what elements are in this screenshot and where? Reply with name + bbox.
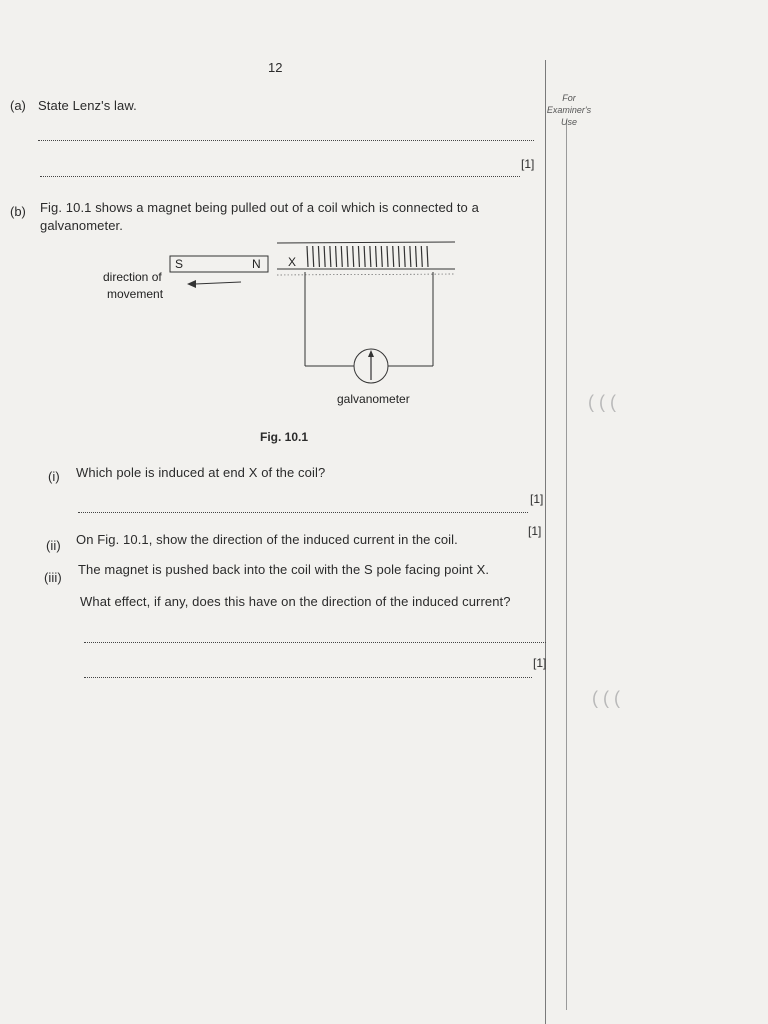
coil-winding <box>341 246 342 267</box>
examiner-line-3: Use <box>560 117 577 127</box>
coil-winding <box>416 246 417 267</box>
sub-iii-question-line-1: The magnet is pushed back into the coil with the S pole facing point X. <box>78 562 490 577</box>
answer-line-i[interactable] <box>78 512 528 513</box>
part-a-label: (a) <box>10 98 26 113</box>
scan-smudge-1: ( ( ( <box>588 392 616 412</box>
coil-winding <box>370 246 371 267</box>
coil-winding <box>427 246 428 267</box>
coil-windings <box>307 246 428 267</box>
examiner-line-1: For <box>562 93 576 103</box>
galvanometer-label: galvanometer <box>337 392 410 406</box>
direction-label-line-1: direction of <box>103 270 162 284</box>
answer-line-iii-2[interactable] <box>84 677 532 678</box>
mark-ii: [1] <box>528 524 542 538</box>
figure-10-1 <box>95 236 465 416</box>
sub-ii-question: On Fig. 10.1, show the direction of the induced current in the coil. <box>76 532 458 547</box>
coil-winding <box>376 246 377 267</box>
part-b-intro-line-1: Fig. 10.1 shows a magnet being pulled out of a coil which is connected to a <box>40 200 479 215</box>
sub-iii-question-line-2: What effect, if any, does this have on the direction of the induced current? <box>80 594 511 609</box>
examiner-use-label <box>546 92 592 128</box>
answer-line-iii-1[interactable] <box>84 642 546 643</box>
movement-arrowhead <box>187 280 196 288</box>
sub-iii-label: (iii) <box>44 570 62 585</box>
answer-line-a2[interactable] <box>40 176 520 177</box>
coil-winding <box>404 246 405 267</box>
coil-top-line <box>277 242 455 243</box>
galvanometer-needle-arrow <box>368 350 374 357</box>
sub-i-question: Which pole is induced at end X of the coil? <box>76 465 326 480</box>
margin-rule-inner <box>566 120 567 1010</box>
coil-winding <box>381 246 382 267</box>
movement-arrow <box>195 282 241 284</box>
coil-winding <box>336 246 337 267</box>
coil-winding <box>324 246 325 267</box>
mark-a: [1] <box>521 157 535 171</box>
coil-under-line <box>277 274 455 275</box>
coil-winding <box>398 246 399 267</box>
mark-iii: [1] <box>533 656 547 670</box>
part-b-label: (b) <box>10 204 26 219</box>
coil-end-x: X <box>288 255 297 269</box>
coil-winding <box>393 246 394 267</box>
figure-caption: Fig. 10.1 <box>260 430 309 444</box>
part-b-intro-line-2: galvanometer. <box>40 218 123 233</box>
magnet-s-pole: S <box>175 257 184 271</box>
margin-rule <box>545 60 546 1024</box>
mark-i: [1] <box>530 492 544 506</box>
scan-smudge-2: ( ( ( <box>592 688 620 708</box>
coil-winding <box>353 246 354 267</box>
coil-winding <box>364 246 365 267</box>
coil-winding <box>318 246 319 267</box>
coil-winding <box>347 246 348 267</box>
sub-i-label: (i) <box>48 469 60 484</box>
coil-winding <box>330 246 331 267</box>
examiner-line-2: Examiner's <box>546 105 592 115</box>
coil-winding <box>421 246 422 267</box>
sub-ii-label: (ii) <box>46 538 61 553</box>
part-a-question: State Lenz's law. <box>38 98 137 113</box>
coil-winding <box>387 246 388 267</box>
magnet-n-pole: N <box>252 257 261 271</box>
coil-winding <box>307 246 308 267</box>
answer-line-a1[interactable] <box>38 140 534 141</box>
page-number: 12 <box>268 60 283 75</box>
coil-winding <box>358 246 359 267</box>
coil-winding <box>410 246 411 267</box>
direction-label-line-2: movement <box>107 287 164 301</box>
coil-winding <box>313 246 314 267</box>
